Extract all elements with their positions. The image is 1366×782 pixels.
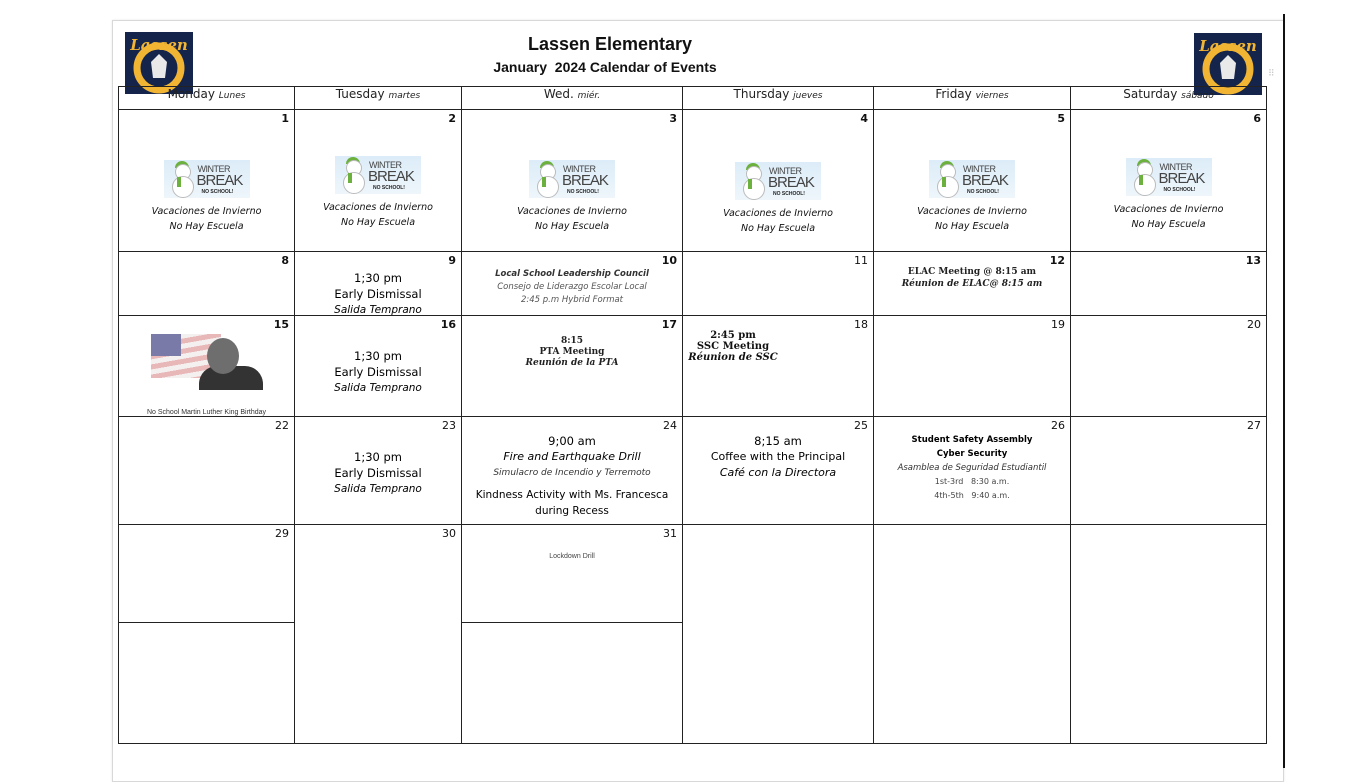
empty-cell: [874, 525, 1071, 744]
winter-break-icon: WINTER BREAK NO SCHOOL!: [735, 162, 821, 200]
day-number: 22: [275, 419, 289, 432]
calendar-table: [118, 86, 1267, 744]
day-number: 4: [860, 112, 868, 125]
drag-handle-icon[interactable]: ⠿: [1268, 68, 1274, 78]
day-number: 27: [1247, 419, 1261, 432]
ssc-event: 2:45 pm SSC Meeting Réunion de SSC: [688, 330, 778, 363]
day-cell-12: [874, 252, 1071, 316]
event-text: No Hay Escuela: [934, 221, 1010, 232]
event-text: Vacaciones de Invierno: [723, 208, 833, 219]
day-cell-23: [295, 417, 462, 525]
day-number: 2: [448, 112, 456, 125]
day-number: 23: [442, 419, 456, 432]
calendar-subtitle: January 2024 Calendar of Events: [493, 59, 717, 75]
week-row-2: [119, 252, 1267, 316]
event-text: No Hay Escuela: [340, 217, 416, 228]
day-cell-22: [119, 417, 295, 525]
day-cell-10: [462, 252, 683, 316]
event-text: No Hay Escuela: [1131, 219, 1206, 230]
day-cell-18: [683, 316, 874, 417]
day-cell-8: [119, 252, 295, 316]
day-cell-31: [462, 525, 683, 623]
day-cell-2: [295, 110, 462, 252]
event-text: Vacaciones de Invierno: [1113, 204, 1224, 215]
event-text: No Hay Escuela: [740, 223, 816, 234]
empty-cell: [1071, 525, 1267, 744]
day-number: 10: [661, 254, 677, 267]
empty-cell: [119, 623, 295, 744]
day-number: 25: [854, 419, 868, 432]
day-number: 30: [442, 527, 456, 540]
winter-break-icon: WINTER BREAK NO SCHOOL!: [529, 160, 615, 198]
coffee-event: 8;15 am Coffee with the Principal Café con la Directora: [710, 434, 846, 479]
day-header-row: [119, 87, 1267, 110]
assembly-event: Student Safety Assembly Cyber Security Asamblea de Seguridad Estudiantil 1st-3rd 8:30 a.m. 4th-5th 9:40 a.m.: [897, 435, 1047, 500]
day-cell-1: [119, 110, 295, 252]
empty-cell: [462, 623, 683, 744]
day-cell-15: [119, 316, 295, 417]
day-number: 5: [1057, 112, 1065, 125]
elac-event: ELAC Meeting @ 8:15 am Réunion de ELAC@ 8:15 am: [901, 267, 1043, 289]
day-cell-9: [295, 252, 462, 316]
event-text: Vacaciones de Invierno: [917, 206, 1027, 217]
day-number: 20: [1247, 318, 1261, 331]
winter-break-icon: WINTER BREAK NO SCHOOL!: [1126, 158, 1212, 196]
day-number: 12: [1049, 254, 1065, 267]
day-cell-16: [295, 316, 462, 417]
winter-break-icon: WINTER BREAK NO SCHOOL!: [164, 160, 250, 198]
day-cell-30: [295, 525, 462, 744]
pta-event: 8:15 PTA Meeting Reunión de la PTA: [525, 336, 619, 368]
day-number: 17: [661, 318, 677, 331]
day-cell-29: [119, 525, 295, 623]
day-header-thursday: Thursday jueves: [683, 87, 874, 110]
day-number: 19: [1051, 318, 1065, 331]
svg-text:Lassen: Lassen: [1199, 37, 1257, 55]
event-text: Vacaciones de Invierno: [323, 202, 433, 213]
day-number: 8: [281, 254, 289, 267]
day-number: 26: [1051, 419, 1065, 432]
day-number: 9: [448, 254, 456, 267]
winter-break-event: [462, 160, 682, 234]
day-cell-27: [1071, 417, 1267, 525]
empty-cell: [683, 525, 874, 744]
day-number: 11: [854, 254, 868, 267]
day-number: 18: [854, 318, 868, 331]
winter-break-event: [119, 160, 294, 234]
winter-break-event: [683, 162, 873, 236]
day-number: 16: [440, 318, 456, 331]
day-number: 31: [663, 527, 677, 540]
day-cell-26: [874, 417, 1071, 525]
winter-break-event: [874, 160, 1070, 234]
lockdown-drill-event: Lockdown Drill: [549, 553, 595, 560]
winter-break-icon: WINTER BREAK NO SCHOOL!: [929, 160, 1015, 198]
winter-break-event: [1071, 158, 1266, 232]
event-text: No Hay Escuela: [534, 221, 610, 232]
day-number: 15: [273, 318, 289, 331]
school-title: Lassen Elementary: [527, 34, 693, 54]
scrollbar-edge: [1283, 14, 1285, 768]
day-header-friday: Friday viernes: [874, 87, 1071, 110]
day-cell-5: [874, 110, 1071, 252]
event-text: Vacaciones de Invierno: [151, 206, 262, 217]
day-header-tuesday: Tuesday martes: [295, 87, 462, 110]
early-dismissal-event: 1;30 pm Early Dismissal Salida Temprano: [334, 450, 422, 495]
day-header-monday: Monday Lunes: [119, 87, 295, 110]
day-number: 1: [281, 112, 289, 125]
kindness-activity-text: Kindness Activity with Ms. Francesca during Recess: [475, 489, 669, 517]
day-cell-4: [683, 110, 874, 252]
day-number: 6: [1253, 112, 1261, 125]
day-header-wednesday: Wed. miér.: [462, 87, 683, 110]
day-cell-13: [1071, 252, 1267, 316]
day-header-saturday: Saturday sábado: [1071, 87, 1267, 110]
day-cell-20: [1071, 316, 1267, 417]
mlk-image: [151, 334, 263, 390]
day-cell-19: [874, 316, 1071, 417]
day-number: 24: [663, 419, 677, 432]
drill-event: 9;00 am Fire and Earthquake Drill Simulacro de Incendio y Terremoto Kindness Activity with Ms. Francesca during Recess: [462, 433, 682, 519]
svg-text:Lassen: Lassen: [130, 36, 188, 54]
week-row-4: [119, 417, 1267, 525]
early-dismissal-event: 1;30 pm Early Dismissal Salida Temprano: [334, 349, 422, 394]
week-row-3: [119, 316, 1267, 417]
winter-break-icon: WINTER BREAK NO SCHOOL!: [335, 156, 421, 194]
lslc-event: Local School Leadership Council Consejo de Liderazgo Escolar Local 2:45 p.m Hybrid Format: [495, 269, 649, 305]
week-row-5: [119, 525, 1267, 623]
early-dismissal-event: 1;30 pm Early Dismissal Salida Temprano: [334, 271, 422, 316]
day-cell-24: [462, 417, 683, 525]
winter-break-event: [295, 156, 461, 230]
event-text: No Hay Escuela: [169, 221, 244, 232]
school-logo-left: [125, 32, 193, 94]
day-cell-6: [1071, 110, 1267, 252]
day-number: 3: [669, 112, 677, 125]
mlk-event: [119, 334, 294, 390]
day-cell-25: [683, 417, 874, 525]
event-text: No School Martin Luther King Birthday: [146, 409, 267, 416]
event-text: Vacaciones de Invierno: [517, 206, 627, 217]
day-number: 13: [1245, 254, 1261, 267]
day-number: 29: [275, 527, 289, 540]
day-cell-11: [683, 252, 874, 316]
day-cell-3: [462, 110, 683, 252]
week-row-1: [119, 110, 1267, 252]
